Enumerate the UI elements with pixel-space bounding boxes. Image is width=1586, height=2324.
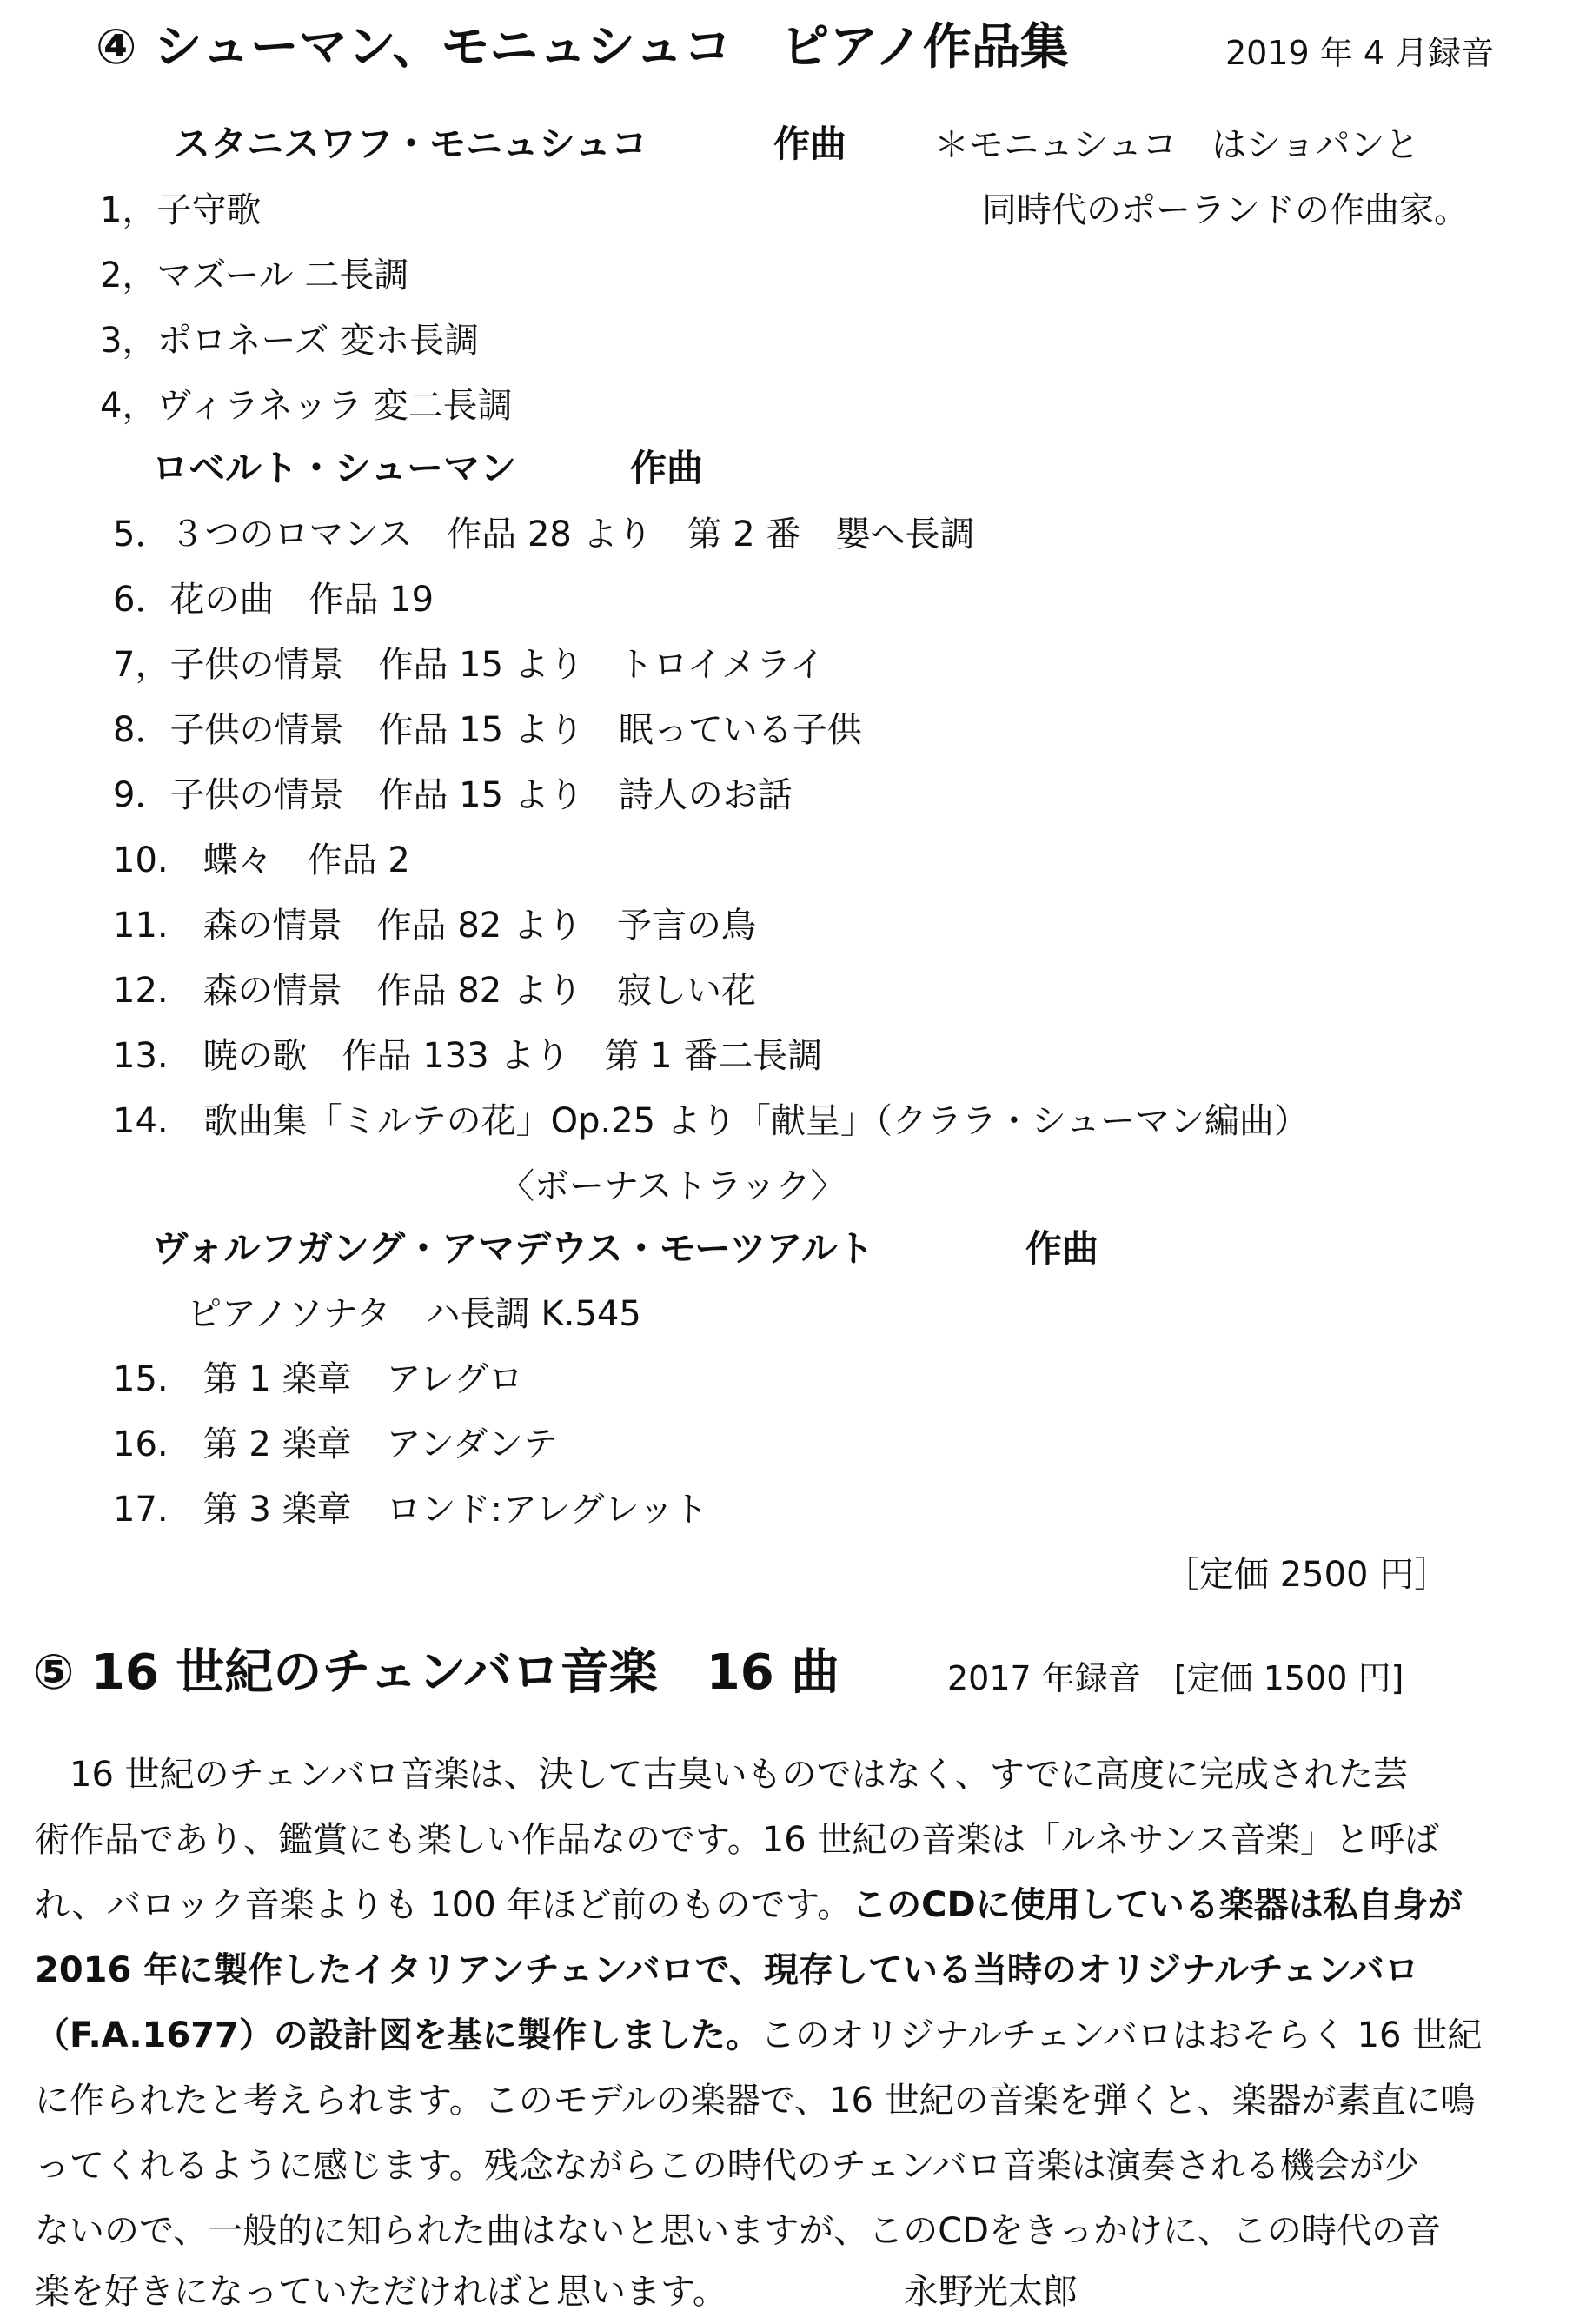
track-item: 4，ヴィラネッラ 変二長調 [100, 386, 513, 426]
author-signature: 永野光太郎 [904, 2272, 1078, 2312]
track-item: 17. 第 3 楽章 ロンド:アレグレット [113, 1490, 709, 1530]
track-item: 8．子供の情景 作品 15 より 眠っている子供 [113, 710, 862, 750]
section5-recorded: 2017 年録音 [定価 1500 円] [947, 1659, 1404, 1697]
paragraph-line: ってくれるように感じます。残念ながらこの時代のチェンバロ音楽は演奏される機会が少 [35, 2146, 1419, 2186]
paragraph-line: ないので、一般的に知られた曲はないと思いますが、このCDをきっかけに、この時代の音 [35, 2211, 1441, 2251]
track-item: 16. 第 2 楽章 アンダンテ [113, 1424, 558, 1464]
track-item: 1，子守歌 [100, 190, 262, 230]
paragraph-line [35, 2008, 1482, 2057]
paragraph-line: に作られたと考えられます。このモデルの楽器で、16 世紀の音楽を弾くと、楽器が素直に鳴 [35, 2081, 1476, 2121]
section5-title: ⑤ 16 世紀のチェンバロ音楽 16 曲 [33, 1644, 840, 1701]
track-item: 9．子供の情景 作品 15 より 詩人のお話 [113, 775, 793, 815]
track-item: 14. 歌曲集「ミルテの花」Op.25 より「献呈」（クララ・シューマン編曲） [113, 1101, 1310, 1141]
section4-price: ［定価 2500 円］ [1165, 1555, 1450, 1595]
track-item: 3，ポロネーズ 変ホ長調 [100, 321, 480, 361]
track-item: 6．花の曲 作品 19 [113, 580, 435, 620]
paragraph-line: 16 世紀のチェンバロ音楽は、決して古臭いものではなく、すでに高度に完成された芸 [35, 1755, 1409, 1795]
track-item: 2，マズール 二長調 [100, 256, 409, 295]
track-item: 10. 蝶々 作品 2 [113, 840, 410, 880]
paragraph-segment-bold: このCDに使用している楽器は私自身が [852, 1885, 1463, 1925]
composer1-name: スタニスワフ・モニュシュコ [174, 123, 648, 165]
composer1-role: 作曲 [773, 123, 847, 165]
paragraph-line: 楽を好きになっていただければと思います。 [35, 2272, 727, 2312]
paragraph-segment-bold: （F.A.1677）の設計図を基に製作しました。 [35, 2015, 760, 2055]
note-line-1: ＊モニュシュコ はショパンと [934, 125, 1420, 165]
paragraph-line [35, 1877, 1463, 1927]
section4-title: ④ シューマン、モニュシュコ ピアノ作品集 [96, 19, 1069, 76]
paragraph-line: 術作品であり、鑑賞にも楽しい作品なのです。16 世紀の音楽は「ルネサンス音楽」と呼ば [35, 1820, 1440, 1860]
track-item: 12. 森の情景 作品 82 より 寂しい花 [113, 971, 756, 1011]
sonata-title: ピアノソナタ ハ長調 K.545 [187, 1294, 641, 1334]
track-item: 15. 第 1 楽章 アレグロ [113, 1359, 524, 1399]
section4-recorded: 2019 年 4 月録音 [1225, 34, 1495, 72]
paragraph-segment: れ、バロック音楽よりも 100 年ほど前のものです。 [35, 1885, 853, 1925]
track-item: 13. 暁の歌 作品 133 より 第 1 番二長調 [113, 1036, 823, 1076]
composer2-role: 作曲 [630, 447, 704, 489]
track-item: 11. 森の情景 作品 82 より 予言の鳥 [113, 906, 756, 946]
composer3-name: ヴォルフガング・アマデウス・モーツアルト [152, 1227, 874, 1270]
composer3-role: 作曲 [1025, 1227, 1099, 1270]
composer2-name: ロベルト・シューマン [152, 447, 517, 489]
track-item: 5．３つのロマンス 作品 28 より 第 2 番 嬰へ長調 [113, 515, 975, 554]
bonus-track-label: 〈ボーナストラック〉 [500, 1166, 846, 1206]
note-line-2: 同時代のポーランドの作曲家。 [982, 190, 1469, 230]
track-item: 7，子供の情景 作品 15 より トロイメライ [113, 645, 825, 685]
paragraph-segment: このオリジナルチェンバロはおそらく 16 世紀 [760, 2015, 1483, 2055]
paragraph-line: 2016 年に製作したイタリアンチェンバロで、現存している当時のオリジナルチェンバロ [35, 1950, 1419, 1990]
